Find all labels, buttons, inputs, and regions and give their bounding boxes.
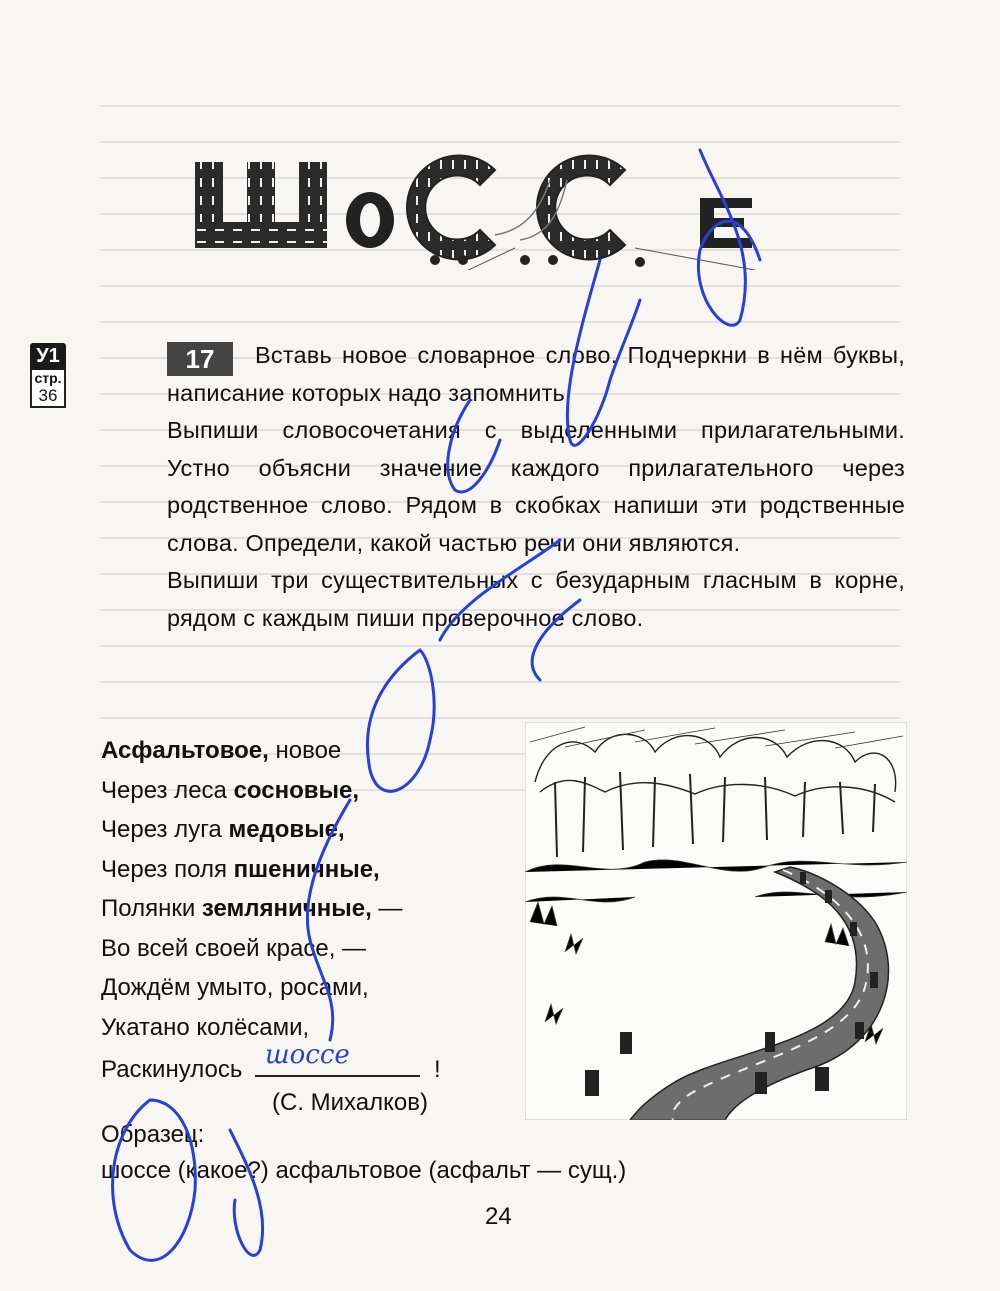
task-paragraph: Выпиши три существительных с безударным гласным в корне, рядом с каждым пиши проверочное слово. (167, 567, 905, 631)
reference-page-number: 36 (30, 386, 66, 408)
handwritten-answer: шоссе (265, 1039, 350, 1070)
letter-s1-icon (407, 156, 495, 266)
poem-line (101, 771, 441, 811)
poem-line (101, 929, 441, 969)
word-art-title (195, 140, 775, 270)
poem-text: Дождём умыто, росами, (101, 974, 369, 1001)
poem-author: (С. Михалков) (272, 1089, 428, 1116)
poem-bold-word: сосновые, (233, 776, 360, 804)
poem-line (101, 850, 441, 890)
poem-line (101, 968, 441, 1008)
poem-text: новое (268, 737, 342, 764)
sample-label: Образец: (101, 1121, 205, 1148)
poem-text: ! (434, 1056, 441, 1083)
poem-text: Раскинулось (101, 1056, 243, 1083)
letter-sh-icon (195, 162, 327, 248)
poem-text: Через леса (101, 776, 234, 804)
poem-bold-word: пшеничные, (233, 855, 380, 883)
poem-text: Во всей своей красе, — (101, 934, 367, 962)
reference-page-abbr: стр. (30, 370, 66, 386)
poem (101, 731, 441, 1090)
poem-bold-word: медовые, (228, 816, 345, 843)
page-number: 24 (485, 1203, 512, 1230)
poem-line (101, 731, 441, 771)
poem-text: — (371, 895, 403, 922)
poem-line (101, 889, 441, 929)
task-number-badge: 17 (167, 342, 233, 376)
poem-bold-word: Асфальтовое, (101, 737, 269, 764)
task-instructions (167, 337, 905, 637)
poem-text: Через луга (101, 816, 229, 843)
exercise-reference-tag (30, 343, 66, 408)
sample-block (101, 1117, 626, 1189)
poem-bold-word: земляничные, (201, 895, 372, 922)
poem-line (101, 810, 441, 850)
poem-text: Через поля (101, 855, 234, 883)
road-illustration (525, 722, 907, 1120)
task-paragraph: Выпиши словосочетания с выделенными прилагательными. Устно объясни значение каждого прилагательного через родственное слово. Рядом в скобках напиши эти родственные слова. Определи, какой частью речи они являются. (167, 417, 905, 556)
answer-blank[interactable] (255, 1039, 420, 1077)
poem-line-with-blank (101, 1039, 441, 1090)
poem-text: Полянки (101, 895, 202, 922)
reference-label: У1 (30, 343, 66, 370)
sample-text: шоссе (какое?) асфальтовое (асфальт — сущ.) (101, 1157, 627, 1184)
poem-text: Укатано колёсами, (101, 1013, 310, 1041)
task-paragraph: Вставь новое словарное слово. Подчеркни в нём буквы, написание которых надо запомнить. (167, 342, 905, 406)
letter-e-icon (700, 198, 752, 248)
